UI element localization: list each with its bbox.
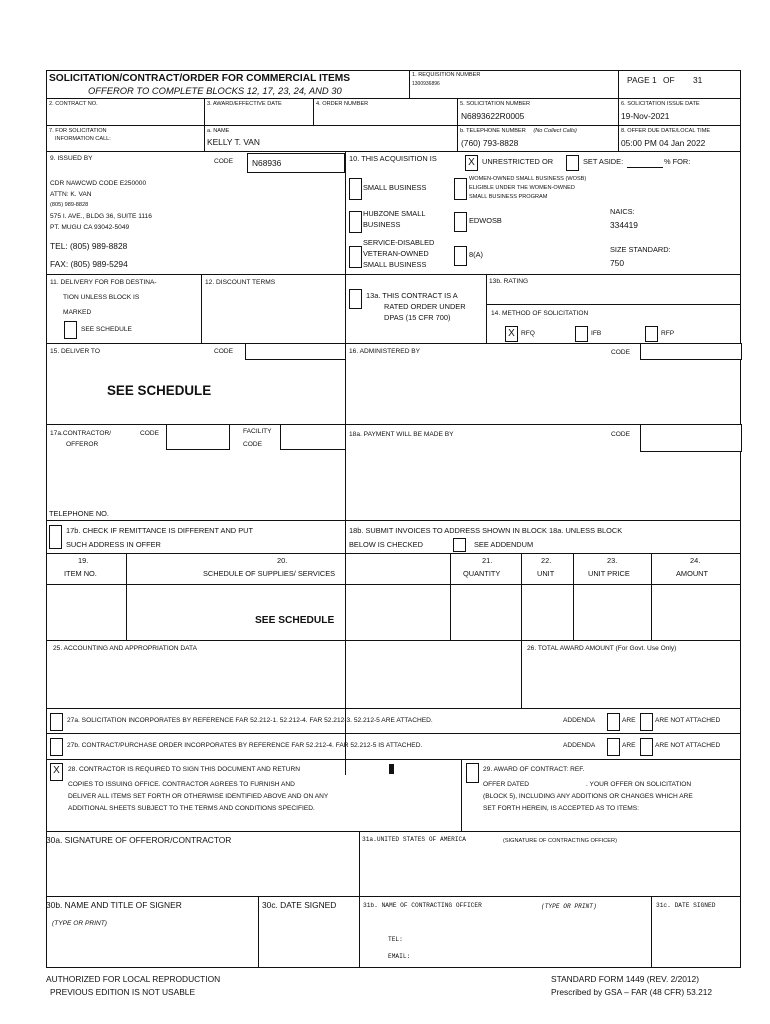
- page-label: PAGE: [627, 75, 650, 85]
- accounting-data-label: 25. ACCOUNTING AND APPROPRIATION DATA: [53, 645, 197, 652]
- submit-invoices-label-1: 18b. SUBMIT INVOICES TO ADDRESS SHOWN IN BLOCK 18a. UNLESS BLOCK: [349, 526, 623, 535]
- edwosb-label: EDWOSB: [469, 216, 502, 225]
- signer-name-note: (TYPE OR PRINT): [52, 920, 107, 927]
- issued-by-code: N68936: [252, 158, 282, 168]
- telephone-label: [460, 128, 577, 134]
- rated-order-checkbox[interactable]: [349, 289, 362, 309]
- form-subtitle: OFFEROR TO COMPLETE BLOCKS 12, 17, 23, 24, AND 30: [88, 85, 342, 96]
- unrestricted-label: UNRESTRICTED OR: [482, 157, 554, 166]
- rfp-checkbox[interactable]: [645, 326, 658, 342]
- telephone-label-text: b. TELEPHONE NUMBER: [460, 128, 526, 134]
- co-name-note: (TYPE OR PRINT): [541, 903, 597, 910]
- addendum-label: SEE ADDENDUM: [474, 540, 534, 549]
- payment-by-code-label: CODE: [611, 431, 631, 438]
- page-indicator: [627, 76, 702, 86]
- deliver-to-code-box[interactable]: [245, 343, 346, 360]
- copies-count-mark: [389, 764, 394, 774]
- remittance-checkbox[interactable]: [49, 525, 62, 549]
- rfp-label: RFP: [661, 330, 675, 337]
- set-aside-percent-line: [627, 167, 663, 168]
- rfq-checkbox[interactable]: X: [505, 326, 518, 342]
- signature-offeror-label: 30a. SIGNATURE OF OFFEROR/CONTRACTOR: [46, 835, 232, 845]
- issuer-line-3: (805) 989-8828: [50, 202, 89, 208]
- signature-co-note: (SIGNATURE OF CONTRACTING OFFICER): [503, 838, 617, 844]
- hubzone-label-1: HUBZONE SMALL: [363, 209, 426, 218]
- offer-due-date: 05:00 PM 04 Jan 2022: [621, 138, 706, 148]
- issuer-line-1: CDR NAWCWD CODE E250000: [50, 180, 147, 187]
- col-item-label: ITEM NO.: [64, 569, 97, 578]
- delivery-fob-label-2: TION UNLESS BLOCK IS: [63, 294, 140, 301]
- total-award-label: 26. TOTAL AWARD AMOUNT (For Govt. Use Only): [527, 645, 677, 652]
- col-quantity-label: QUANTITY: [463, 569, 501, 578]
- administered-by-code-box[interactable]: [640, 343, 742, 360]
- footer-right-2: Prescribed by GSA – FAR (48 CFR) 53.212: [551, 987, 713, 997]
- 27a-addenda-label: ADDENDA: [563, 717, 596, 724]
- requisition-label: 1. REQUISITION NUMBER: [412, 72, 481, 78]
- 27b-are-checkbox[interactable]: [607, 738, 620, 756]
- issuer-tel: TEL: (805) 989-8828: [50, 241, 128, 251]
- col-schedule-label: SCHEDULE OF SUPPLIES/ SERVICES: [203, 569, 336, 578]
- submit-invoices-label-2: BELOW IS CHECKED: [349, 540, 423, 549]
- sdvosb-label-1: SERVICE-DISABLED: [363, 238, 435, 247]
- small-business-checkbox[interactable]: [349, 178, 362, 200]
- items-see-schedule: SEE SCHEDULE: [255, 615, 335, 626]
- 27b-label: 27b. CONTRACT/PURCHASE ORDER INCORPORATES BY REFERENCE FAR 52.212-4. FAR 52.212-5 IS ATTACHED.: [67, 742, 423, 749]
- method-label: 14. METHOD OF SOLICITATION: [491, 310, 589, 317]
- contractor-code-box[interactable]: [166, 424, 230, 450]
- footer-left-1: AUTHORIZED FOR LOCAL REPRODUCTION: [46, 974, 221, 984]
- col-quantity-num: 21.: [482, 556, 493, 565]
- eight-a-label: 8(A): [469, 250, 483, 259]
- telephone-number: (760) 793-8828: [461, 138, 519, 148]
- deliver-to-code-label: CODE: [214, 348, 234, 355]
- info-call-label: 7. FOR SOLICITATION: [49, 128, 107, 134]
- naics-label: NAICS:: [610, 207, 635, 216]
- rating-label: 13b. RATING: [489, 278, 529, 285]
- telephone-no-label: TELEPHONE NO.: [49, 509, 109, 518]
- 27b-are-label: ARE: [622, 742, 636, 749]
- contact-name: KELLY T. VAN: [207, 137, 260, 147]
- contact-name-label: a. NAME: [207, 128, 230, 134]
- footer-left-2: PREVIOUS EDITION IS NOT USABLE: [50, 987, 196, 997]
- 28-label-2: COPIES TO ISSUING OFFICE. CONTRACTOR AGREES TO FURNISH AND: [68, 781, 295, 788]
- facility-label: FACILITY: [243, 428, 272, 435]
- info-call-label-2: INFORMATION CALL:: [55, 136, 111, 142]
- offer-due-label: 8. OFFER DUE DATE/LOCAL TIME: [621, 128, 711, 134]
- solicitation-number: N6893622R0005: [461, 111, 525, 121]
- offeror-label: OFFEROR: [66, 441, 99, 448]
- facility-code-box[interactable]: [280, 424, 346, 450]
- col-unit-label: UNIT: [537, 569, 555, 578]
- requisition-number: 1300936896: [412, 81, 440, 87]
- award-date-label: 3. AWARD/EFFECTIVE DATE: [207, 101, 282, 107]
- telephone-note: (No Collect Calls): [533, 128, 577, 134]
- 27b-addenda-label: ADDENDA: [563, 742, 596, 749]
- addendum-checkbox[interactable]: [453, 538, 466, 552]
- remittance-label-1: 17b. CHECK IF REMITTANCE IS DIFFERENT AND PUT: [66, 526, 253, 535]
- 27a-label: 27a. SOLICITATION INCORPORATES BY REFERENCE FAR 52.212-1. 52.212-4. FAR 52.212-3. 52.212-5 ARE ATTACHED.: [67, 717, 433, 724]
- 28-checkbox[interactable]: X: [50, 763, 63, 781]
- eight-a-checkbox[interactable]: [454, 246, 467, 266]
- hubzone-label-2: BUSINESS: [363, 220, 401, 229]
- issuer-fax: FAX: (805) 989-5294: [50, 259, 128, 269]
- col-unit-num: 22.: [541, 556, 552, 565]
- 27a-are-checkbox[interactable]: [607, 713, 620, 731]
- rated-order-label-2: RATED ORDER UNDER: [384, 302, 466, 311]
- ifb-checkbox[interactable]: [575, 326, 588, 342]
- solicitation-date: 19-Nov-2021: [621, 111, 670, 121]
- 28-label-4: ADDITIONAL SHEETS SUBJECT TO THE TERMS AND CONDITIONS SPECIFIED.: [68, 805, 315, 812]
- issuer-line-5: PT. MUGU CA 93042-5049: [50, 224, 130, 231]
- set-aside-label: SET ASIDE:: [583, 157, 624, 166]
- ifb-label: IFB: [591, 330, 602, 337]
- signature-usa-label: 31a.UNITED STATES OF AMERICA: [362, 836, 466, 843]
- 29-checkbox[interactable]: [466, 763, 479, 783]
- 29-label-1: 29. AWARD OF CONTRACT: REF.: [483, 766, 585, 773]
- order-number-label: 4. ORDER NUMBER: [316, 101, 369, 107]
- 29-label-3: (BLOCK 5), INCLUDING ANY ADDITIONS OR CHANGES WHICH ARE: [483, 793, 693, 800]
- wosb-label-3: SMALL BUSINESS PROGRAM: [469, 194, 548, 200]
- col-unit-price-num: 23.: [607, 556, 618, 565]
- 27b-checkbox[interactable]: [50, 738, 63, 756]
- wosb-label-1: WOMEN-OWNED SMALL BUSINESS (WOSB): [469, 176, 587, 182]
- 29-label-2b: . YOUR OFFER ON SOLICITATION: [586, 781, 692, 788]
- page-of: OF: [662, 75, 675, 85]
- co-tel-label: TEL:: [388, 936, 403, 943]
- facility-code-label: CODE: [243, 441, 263, 448]
- page-total: 31: [692, 75, 703, 85]
- 29-label-2: OFFER DATED: [483, 781, 530, 788]
- contract-no-label: 2. CONTRACT NO.: [49, 101, 98, 107]
- signer-name-label: 30b. NAME AND TITLE OF SIGNER: [46, 900, 182, 910]
- sdvosb-label-2: VETERAN-OWNED: [363, 249, 429, 258]
- delivery-fob-label-1: 11. DELIVERY FOR FOB DESTINA-: [50, 279, 157, 286]
- deliver-to-see-schedule: SEE SCHEDULE: [107, 383, 212, 398]
- acquisition-label: 10. THIS ACQUISITION IS: [349, 154, 437, 163]
- rfq-label: RFQ: [521, 330, 535, 337]
- col-schedule-num: 20.: [277, 556, 288, 565]
- form-title: SOLICITATION/CONTRACT/ORDER FOR COMMERCIAL ITEMS: [49, 73, 351, 84]
- date-signed-offeror-label: 30c. DATE SIGNED: [262, 900, 337, 910]
- hubzone-checkbox[interactable]: [349, 211, 362, 233]
- edwosb-checkbox[interactable]: [454, 212, 467, 232]
- col-item-num: 19.: [78, 556, 89, 565]
- date-signed-co-label: 31c. DATE SIGNED: [656, 902, 716, 909]
- co-email-label: EMAIL:: [388, 953, 411, 960]
- 27a-checkbox[interactable]: [50, 713, 63, 731]
- solicitation-date-label: 6. SOLICITATION ISSUE DATE: [621, 101, 700, 107]
- 27a-are-not-label: ARE NOT ATTACHED: [655, 717, 721, 724]
- set-aside-percent-label: % FOR:: [664, 157, 691, 166]
- rated-order-label-3: DPAS (15 CFR 700): [384, 313, 451, 322]
- administered-by-code-label: CODE: [611, 349, 631, 356]
- 27b-are-not-checkbox[interactable]: [640, 738, 653, 756]
- 27b-are-not-label: ARE NOT ATTACHED: [655, 742, 721, 749]
- issued-by-code-label: CODE: [214, 158, 234, 165]
- unrestricted-checkbox[interactable]: X: [465, 155, 478, 171]
- naics-code: 334419: [610, 220, 638, 230]
- contractor-code-label: CODE: [140, 430, 160, 437]
- issuer-line-2: ATTN: K. VAN: [50, 191, 92, 198]
- remittance-label-2: SUCH ADDRESS IN OFFER: [66, 540, 161, 549]
- see-schedule-label: SEE SCHEDULE: [81, 326, 132, 333]
- payment-by-code-box[interactable]: [640, 424, 742, 452]
- see-schedule-checkbox[interactable]: [64, 321, 77, 339]
- footer-right-1: STANDARD FORM 1449 (REV. 2/2012): [551, 974, 700, 984]
- small-business-label: SMALL BUSINESS: [363, 183, 427, 192]
- 29-label-4: SET FORTH HEREIN, IS ACCEPTED AS TO ITEMS:: [483, 805, 639, 812]
- rated-order-label-1: 13a. THIS CONTRACT IS A: [366, 291, 458, 300]
- 28-label-3: DELIVER ALL ITEMS SET FORTH OR OTHERWISE IDENTIFIED ABOVE AND ON ANY: [68, 793, 329, 800]
- co-name-label: 31b. NAME OF CONTRACTING OFFICER: [363, 902, 482, 909]
- col-amount-label: AMOUNT: [676, 569, 709, 578]
- discount-terms-label: 12. DISCOUNT TERMS: [205, 279, 276, 286]
- 28-label-1: 28. CONTRACTOR IS REQUIRED TO SIGN THIS DOCUMENT AND RETURN: [68, 766, 301, 773]
- sdvosb-checkbox[interactable]: [349, 246, 362, 268]
- issued-by-label: 9. ISSUED BY: [50, 155, 93, 162]
- issuer-line-4: 575 I. AVE., BLDG 36, SUITE 1116: [50, 213, 152, 220]
- administered-by-label: 16. ADMINISTERED BY: [349, 348, 421, 355]
- sdvosb-label-3: SMALL BUSINESS: [363, 260, 427, 269]
- 27a-are-label: ARE: [622, 717, 636, 724]
- solicitation-number-label: 5. SOLICITATION NUMBER: [460, 101, 531, 107]
- contractor-label: 17a.CONTRACTOR/: [50, 430, 112, 437]
- col-amount-num: 24.: [690, 556, 701, 565]
- wosb-checkbox[interactable]: [454, 178, 467, 200]
- payment-by-label: 18a. PAYMENT WILL BE MADE BY: [349, 431, 454, 438]
- wosb-label-2: ELIGIBLE UNDER THE WOMEN-OWNED: [469, 185, 575, 191]
- size-standard-label: SIZE STANDARD:: [610, 245, 671, 254]
- col-unit-price-label: UNIT PRICE: [588, 569, 630, 578]
- deliver-to-label: 15. DELIVER TO: [50, 348, 100, 355]
- page-number: 1: [651, 75, 657, 85]
- 27a-are-not-checkbox[interactable]: [640, 713, 653, 731]
- set-aside-checkbox[interactable]: [566, 155, 579, 171]
- size-standard: 750: [610, 258, 624, 268]
- delivery-fob-label-3: MARKED: [63, 309, 92, 316]
